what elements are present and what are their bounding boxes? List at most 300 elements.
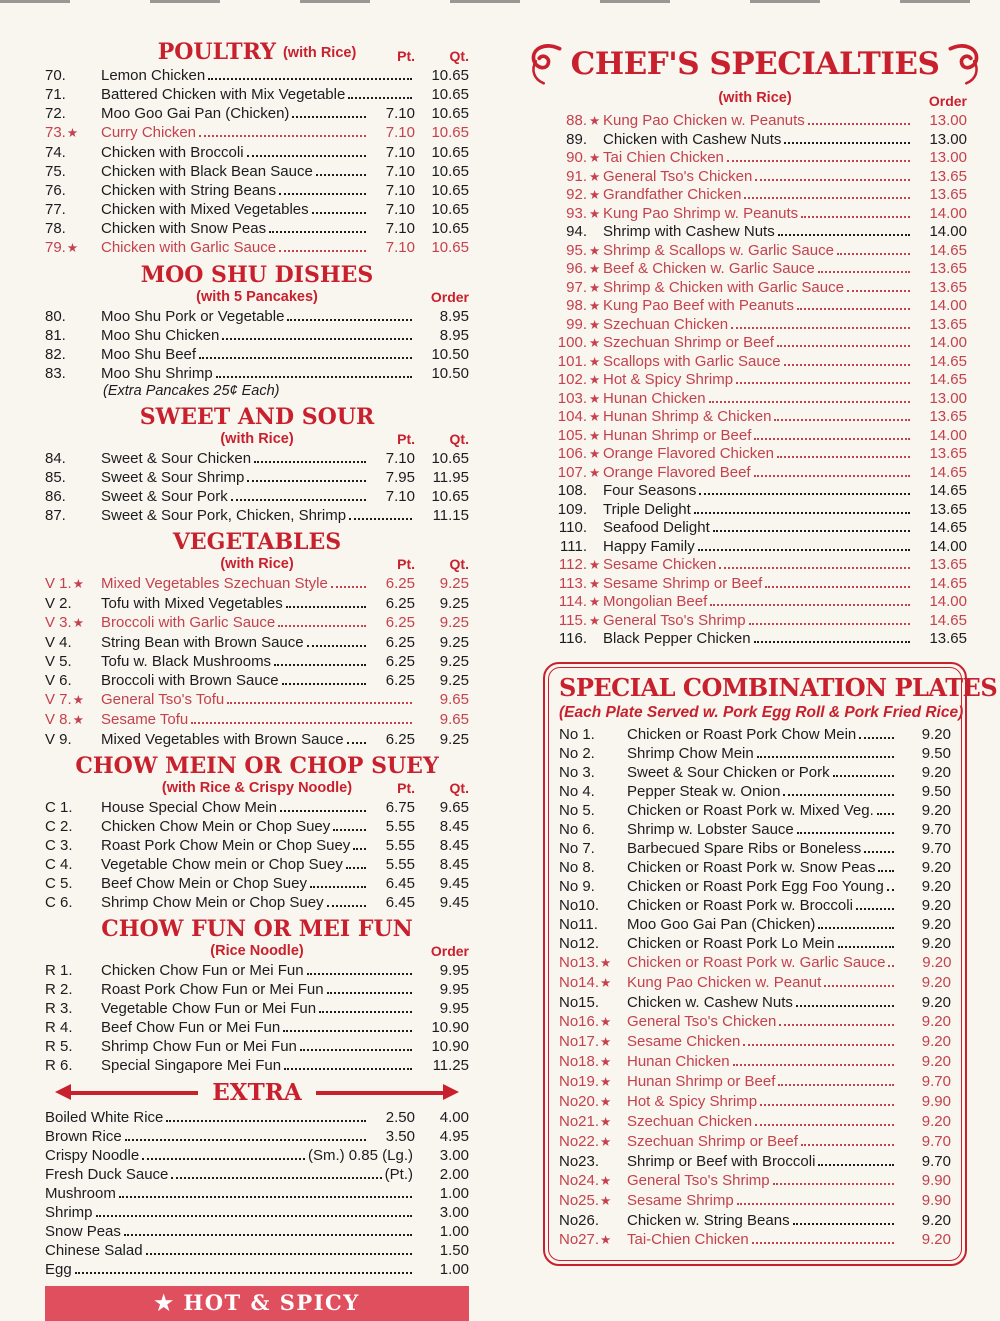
menu-item-row [45,1222,469,1241]
item-number [45,836,101,855]
hot-star-icon: ★ [72,693,84,707]
item-number-text: No15. [559,993,600,1011]
dotted-leader [146,1253,412,1255]
item-name: Tofu with Mixed Vegetables [101,595,283,612]
menu-item-row [559,1052,951,1072]
section-subtitle: (with Rice) [220,431,294,447]
dotted-leader [75,1272,412,1274]
item-number: 112. [558,556,587,573]
item-name: Broccoli with Garlic Sauce [101,614,276,631]
menu-item-row [543,334,967,353]
item-name: Tai-Chien Chicken [627,1230,749,1248]
dotted-leader [754,438,910,440]
dotted-leader [731,327,910,329]
item-name: Shrimp w. Lobster Sauce [627,820,794,838]
section-note: (Extra Pancakes 25¢ Each) [103,383,280,399]
item-price-pt: 7.10 [385,201,415,218]
menu-item-row [45,1184,469,1203]
menu-item-row [45,1241,469,1260]
menu-item-row [45,1146,469,1165]
item-name: Hot & Spicy Shrimp [627,1092,758,1110]
dotted-leader [824,985,894,987]
item-name: Sweet & Sour Pork, Chicken, Shrimp [101,507,347,524]
item-number-text: R 2. [45,981,73,998]
menu-item-row [559,1092,951,1112]
item-number [559,896,627,915]
hot-star-icon: ★ [589,151,601,165]
item-number [559,744,627,763]
right-arrow-icon [314,1084,459,1101]
menu-item-row [45,999,469,1018]
dotted-leader [199,357,412,359]
item-number: 105. [557,426,587,444]
item-name: Sweet & Sour Chicken or Pork [627,763,830,781]
item-name: Sesame Shrimp [627,1191,734,1209]
hot-star-icon: ★ [600,1074,612,1089]
dotted-leader [793,1223,894,1225]
item-number [45,671,101,690]
item-number [45,1037,101,1056]
item-price-qt: 10.65 [431,124,469,141]
item-price-pt: 6.45 [385,875,415,892]
item-number [45,798,101,817]
item-price-pt: 6.25 [385,614,415,631]
dotted-leader [333,829,366,831]
item-price-qt: 9.25 [439,672,469,689]
menu-item-row [559,1032,951,1052]
menu-section-moo-shu-dishes [45,263,469,400]
dotted-leader [749,623,910,625]
item-price-qt: 9.20 [921,993,951,1011]
item-number-text: R 5. [45,1038,73,1055]
menu-item-row [45,1056,469,1075]
item-price-qt: 8.45 [439,837,469,854]
item-number [45,364,101,383]
menu-item-row [559,896,951,915]
item-price-qt: 9.20 [921,934,951,952]
dotted-leader [818,271,910,273]
item-name: Fresh Duck Sauce [45,1166,169,1183]
item-number [45,961,101,980]
item-price-qt: 10.65 [431,488,469,505]
item-price-qt: 10.65 [431,220,469,237]
item-number-text: No17. [559,1032,600,1050]
section-subtitle: (with Rice) [220,556,294,572]
item-name: Szechuan Chicken [627,1112,753,1130]
item-price-qt: 9.25 [439,614,469,631]
menu-item-row [559,953,951,973]
item-price-qt: 9.20 [921,763,951,781]
dotted-leader [280,810,366,812]
menu-item-row [559,744,951,763]
item-name: Vegetable Chow Fun or Mei Fun [101,1000,317,1017]
item-price-qt: 10.90 [431,1038,469,1055]
dotted-leader [779,1024,894,1026]
dotted-leader [331,586,366,588]
dotted-leader [773,1183,894,1185]
item-price-qt: 13.65 [929,408,967,425]
item-name: Chicken or Roast Pork w. Broccoli [627,896,853,914]
menu-item-row [559,934,951,953]
item-name: Moo Shu Beef [101,346,197,363]
item-number-text: No21. [559,1112,600,1130]
item-name: Chicken w. String Beans [627,1211,790,1229]
item-number-text: 71. [45,86,66,103]
item-price-pt: 6.45 [385,894,415,911]
item-name: Brown Rice [45,1128,122,1145]
dotted-leader [727,160,910,162]
menu-item-row [559,1112,951,1132]
chefs-title: CHEF'S SPECIALTIES [570,46,940,82]
hot-star-icon: ★ [589,558,601,572]
item-price-qt: 9.65 [439,799,469,816]
price-column-labels [369,556,469,572]
section-header [45,263,469,288]
menu-item-row [45,238,469,258]
menu-item-row [559,1191,951,1211]
price-column-labels [369,48,469,64]
item-number-text: No 6. [559,820,595,838]
item-price-qt: 11.95 [432,469,469,486]
item-price-qt: 3.00 [439,1147,469,1164]
menu-item-row [543,242,967,261]
hot-star-icon: ★ [589,613,601,628]
item-number [559,877,627,896]
qt-column-label: Qt. [449,556,469,572]
dotted-leader [119,1196,412,1198]
menu-item-row [45,487,469,506]
item-number: 102. [557,371,587,388]
dotted-leader [286,606,366,608]
item-number: 88. [566,112,587,129]
menu-item-row [559,915,951,934]
item-price-qt: 9.20 [921,801,951,819]
item-number: 114. [558,593,587,610]
item-number-text: V 1. [45,575,72,592]
menu-item-row [45,200,469,219]
item-price-qt: 9.50 [921,782,951,800]
dotted-leader [327,992,412,994]
dotted-leader [818,927,894,929]
item-name: Vegetable Chow mein or Chop Suey [101,856,343,873]
item-number [45,633,101,652]
item-price-qt: 14.65 [929,463,967,481]
item-name: Szechuan Shrimp or Beef [603,334,774,351]
item-price-qt: 9.20 [921,858,951,876]
item-number [45,181,101,200]
menu-item-row [45,123,469,143]
item-name: Chicken with Mixed Vegetables [101,201,309,218]
item-name: Chinese Salad [45,1242,143,1259]
menu-item-row [45,671,469,690]
dotted-leader [760,1104,894,1106]
dotted-leader [166,1120,366,1122]
item-name: Barbecued Spare Ribs or Boneless [627,839,862,857]
item-price-qt: 10.65 [431,86,469,103]
item-number-text: No27. [559,1230,600,1248]
item-name: Mixed Vegetables Szechuan Style [101,575,328,592]
menu-item-row [543,556,967,575]
menu-item-row [543,612,967,631]
menu-item-row [45,1108,469,1127]
item-number-text: C 4. [45,856,73,873]
item-name: Chicken Chow Mein or Chop Suey [101,818,331,835]
item-number-text: No 5. [559,801,595,819]
dotted-leader [125,1139,366,1141]
item-price-qt: 1.00 [439,1185,469,1202]
hot-star-icon: ★ [589,428,601,443]
item-name: Chicken or Roast Pork w. Snow Peas [627,858,876,876]
item-price-qt: 9.20 [921,1230,951,1248]
section-header [45,405,469,430]
item-price-pt: 6.25 [385,634,415,651]
hot-star-icon: ★ [589,576,601,591]
item-number [45,594,101,613]
item-number: 89. [566,130,587,148]
dotted-leader [797,308,910,310]
hot-star-icon: ★ [589,336,601,350]
dotted-leader [231,499,366,501]
item-price-qt: 14.65 [929,611,967,629]
dotted-leader [859,737,894,739]
item-number: 91. [566,167,587,185]
item-number: 93. [566,204,587,222]
item-name: Broccoli with Brown Sauce [101,672,279,689]
item-price-qt: 4.95 [439,1128,469,1145]
dotted-leader [737,1203,894,1205]
chefs-order-column-label: Order [928,93,967,109]
item-number: 101. [557,352,587,370]
dotted-leader [733,1064,894,1066]
item-price-pt: 6.25 [385,575,415,592]
item-number [559,953,627,973]
item-number: 99. [566,315,587,333]
item-number [45,123,101,143]
item-name: Hot & Spicy Shrimp [603,371,734,388]
hot-star-icon: ★ [589,317,601,332]
menu-item-row [45,104,469,123]
menu-section-vegetables [45,530,469,749]
item-price-qt: 13.00 [929,112,967,129]
dotted-leader [319,1011,412,1013]
item-number-text: R 6. [45,1057,73,1074]
item-number-text: 83. [45,365,66,382]
item-number [45,345,101,364]
item-name: House Special Chow Mein [101,799,277,816]
menu-item-row [543,630,967,649]
menu-item-row [45,690,469,710]
hot-star-icon: ★ [66,126,79,140]
item-price-qt: 10.65 [431,239,469,256]
menu-item-row [45,594,469,613]
hot-star-icon: ★ [600,1014,612,1029]
section-title: VEGETABLES [172,529,342,555]
hot-star-icon: ★ [589,391,601,406]
item-number: 107. [557,463,587,481]
item-name: Shrimp [45,1204,93,1221]
menu-item-row [45,817,469,836]
menu-item-row [45,162,469,181]
section-subheader [45,555,469,573]
item-price-qt: 1.00 [439,1261,469,1278]
item-number [45,710,101,730]
item-number [559,1112,627,1132]
item-price-qt: 9.25 [439,731,469,748]
hot-star-icon: ★ [72,577,84,591]
item-price-qt: 9.20 [922,953,952,971]
item-number-text: C 6. [45,894,73,911]
item-number [45,506,101,525]
item-number [45,219,101,238]
item-number-text: No 8. [559,858,595,876]
item-price-qt: 9.20 [921,1052,951,1070]
section-subheader [45,430,469,448]
item-name: Sesame Tofu [101,711,189,728]
menu-item-row [45,613,469,633]
item-price-qt: 4.00 [439,1109,469,1126]
dotted-leader [744,197,910,199]
item-number [45,487,101,506]
item-price-qt: 9.45 [439,875,469,892]
item-name: Sesame Shrimp or Beef [603,574,763,592]
menu-item-row [45,633,469,652]
pt-column-label: Pt. [397,48,415,64]
item-name: Crispy Noodle [45,1147,140,1164]
item-price-qt: 9.25 [439,653,469,670]
item-number-text: No22. [559,1132,600,1150]
item-name: Chicken or Roast Pork w. Garlic Sauce [627,953,886,971]
menu-item-row [543,149,967,168]
menu-item-row [543,464,967,483]
item-number [559,1092,627,1112]
item-number-text: No 9. [559,877,595,895]
item-name: Shrimp or Beef with Broccoli [627,1152,816,1170]
menu-item-row [543,186,967,205]
dotted-leader [300,1049,412,1051]
item-number-text: 80. [45,308,66,325]
item-number-text: No 4. [559,782,595,800]
item-number-text: No13. [559,953,600,971]
item-number-text: No25. [559,1191,600,1209]
hot-star-icon: ★ [600,1114,612,1129]
section-subheader [45,779,469,797]
section-subheader [45,942,469,960]
hot-star-icon: ★ [589,280,601,295]
special-combination-plates-inner [548,667,998,1261]
item-name: Battered Chicken with Mix Vegetable [101,86,346,103]
hot-star-icon: ★ [600,1193,612,1208]
menu-item-row [543,538,967,557]
hot-star-icon: ★ [600,1034,612,1049]
qt-column-label: Qt. [449,780,469,796]
dotted-leader [755,179,910,181]
item-name: Grandfather Chicken [603,186,742,203]
item-number [559,763,627,782]
dotted-leader [282,683,366,685]
dotted-leader [784,142,910,144]
menu-item-row [543,593,967,612]
chefs-item-list [543,112,967,649]
hot-star-icon: ★ [600,1054,612,1069]
item-price-pt: 6.25 [385,653,415,670]
menu-item-row [45,855,469,874]
dotted-leader [743,1044,894,1046]
item-number [559,1191,627,1211]
item-number-text: 81. [45,327,66,344]
item-name: Sweet & Sour Pork [101,488,228,505]
item-number-text: No24. [559,1171,600,1189]
item-name: Sweet & Sour Shrimp [101,469,245,486]
dotted-leader [856,908,894,910]
item-name: Chicken with Garlic Sauce [101,239,277,256]
item-price-pt: 6.75 [385,799,415,816]
price-column-labels [415,943,469,959]
section-subtitle: (Rice Noodle) [210,943,304,959]
menu-item-row [45,307,469,326]
item-name: Chicken or Roast Pork Lo Mein [627,934,835,952]
dotted-leader [778,1084,894,1086]
item-price-pt: 7.10 [385,239,415,256]
item-name: Roast Pork Chow Mein or Chop Suey [101,837,351,854]
section-subtitle: (with 5 Pancakes) [196,289,318,305]
pt-column-label: Pt. [397,431,415,447]
menu-item-row [559,1072,951,1092]
menu-item-row [543,427,967,446]
menu-item-row [45,364,469,383]
menu-item-row [559,877,951,896]
item-name: Shrimp Chow Mein [627,744,754,762]
menu-item-row [45,1203,469,1222]
menu-item-row [45,836,469,855]
dotted-leader [864,851,894,853]
dotted-leader [347,742,366,744]
menu-item-row [543,575,967,594]
item-number [45,874,101,893]
item-price-qt: 9.20 [921,1211,951,1229]
dotted-leader [888,965,894,967]
item-name: Orange Flavored Chicken [603,445,774,462]
menu-item-row [45,506,469,525]
item-name: Chicken w. Cashew Nuts [627,993,793,1011]
item-name: Tofu w. Black Mushrooms [101,653,272,670]
item-price-pt: 7.10 [385,450,415,467]
section-title: CHOW MEIN OR CHOP SUEY [75,753,439,779]
item-number [559,1152,627,1171]
item-name: Sweet & Sour Chicken [101,450,252,467]
item-number-text: No 7. [559,839,595,857]
item-name: General Tso's Tofu [101,691,225,708]
item-number-text: V 4. [45,634,72,651]
item-number: 115. [558,611,587,629]
dotted-leader [227,702,412,704]
dotted-leader [777,456,910,458]
chefs-subheader [543,90,967,110]
order-column-label: Order [430,943,469,959]
section-title: EXTRA [212,1079,302,1106]
item-number-text: 86. [45,488,66,505]
menu-item-row [45,710,469,730]
menu-section-extra [45,1080,469,1279]
menu-item-row [559,801,951,820]
item-number-text: No20. [559,1092,600,1110]
item-number [559,1032,627,1052]
item-price-qt: 10.65 [431,163,469,180]
item-name: Beef Chow Fun or Mei Fun [101,1019,281,1036]
item-name: General Tso's Chicken [603,167,753,185]
dotted-leader [754,475,910,477]
item-number: 98. [566,297,587,314]
flourish-left-icon [529,38,563,90]
